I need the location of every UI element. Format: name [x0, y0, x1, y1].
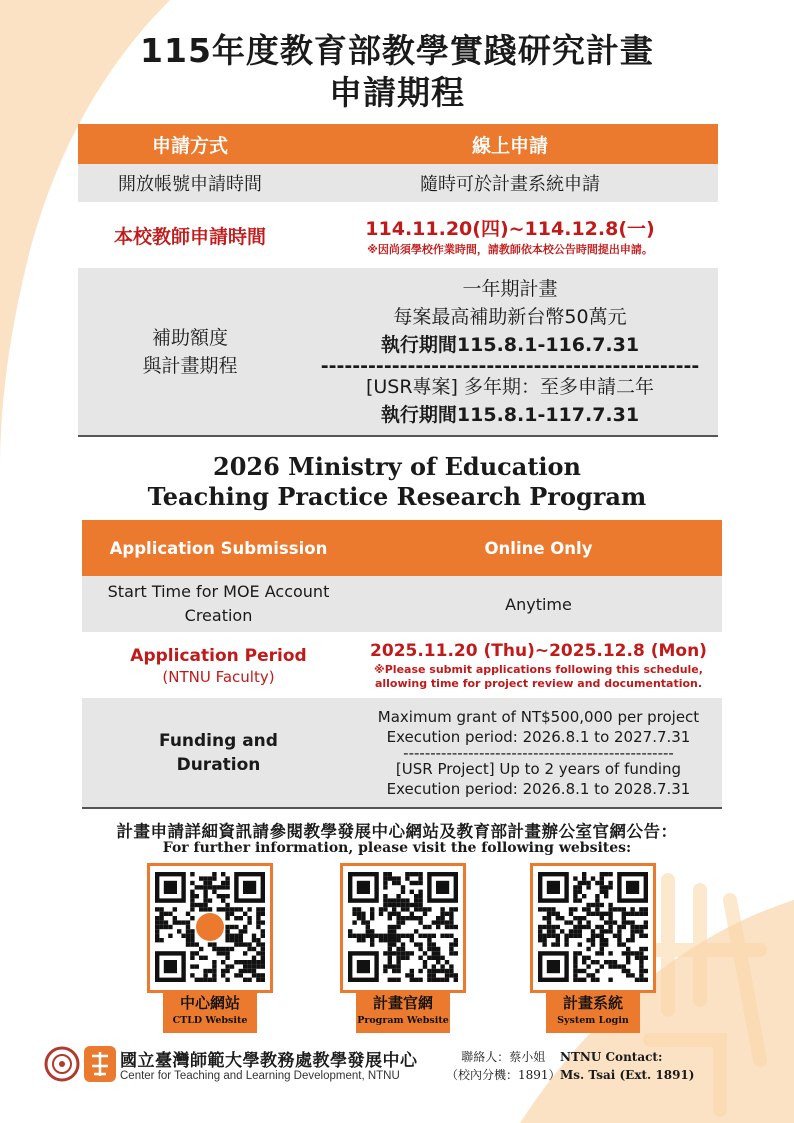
school-deadline-cell: [302, 202, 718, 268]
table-row: [82, 576, 722, 632]
qr-label-program[interactable]: 計畫官網 Program Website: [356, 990, 450, 1033]
qr-label-ctld[interactable]: 中心網站 CTLD Website: [163, 990, 257, 1033]
table-row: [78, 202, 718, 268]
table-row: [82, 698, 722, 808]
school-deadline-value: 114.11.20(四)~114.12.8(一): [365, 217, 655, 240]
school-deadline-note: ※因尚須學校作業時間，請教師依本校公告時間提出申請。: [367, 242, 653, 256]
table-row: [82, 632, 722, 698]
qr-code-program[interactable]: [340, 863, 466, 993]
schedule-table-zh: [78, 124, 718, 437]
qr-code-ctld[interactable]: [147, 863, 273, 993]
contact-en: NTNU Contact: Ms. Tsai (Ext. 1891): [560, 1050, 695, 1082]
header-submission-label: Application Submission: [82, 520, 355, 576]
page-title-en: 2026 Ministry of Education Teaching Practice Research Program: [147, 452, 647, 511]
header-method-value: 線上申請: [302, 124, 718, 164]
contact-zh: 聯絡人：蔡小姐 （校內分機：1891）: [446, 1050, 561, 1082]
header-submission-value: Online Only: [355, 520, 722, 576]
table-header-row: [82, 520, 722, 576]
application-period-cell: 2025.11.20 (Thu)~2025.12.8 (Mon) ※Please submit applications following this schedule, allowing time for project review and documentation.: [355, 632, 722, 698]
table-row: [78, 164, 718, 202]
funding-duration-details: Maximum grant of NT$500,000 per project Execution period: 2026.8.1 to 2027.7.31 -------------------------------------------------- [USR Project] Up to 2 years of funding Execution period: 2026.8.1 to 2028.7.31: [355, 698, 722, 808]
header-method-label: 申請方式: [78, 124, 302, 164]
schedule-table-en: [82, 520, 722, 809]
account-value: 隨時可於計畫系統申請: [302, 164, 718, 202]
funding-details: 一年期計畫 每案最高補助新台幣50萬元 執行期間115.8.1-116.7.31 ------------------------------------------------ [USR專案] 多年期：至多申請二年 執行期間115.8.1-117.7.31: [302, 268, 718, 436]
ntnu-seal-logo: [44, 1046, 80, 1082]
table-row: [78, 268, 718, 436]
application-period-value: 2025.11.20 (Thu)~2025.12.8 (Mon): [370, 641, 707, 661]
qr-code-icon: [347, 870, 459, 986]
footer-org-zh: 國立臺灣師範大學教務處教學發展中心: [120, 1051, 418, 1071]
page-title-zh: 115年度教育部教學實踐研究計畫 申請期程: [140, 31, 654, 112]
info-text-en: For further information, please visit the following websites:: [162, 840, 632, 856]
ctld-logo: [82, 1044, 118, 1084]
qr-code-icon: [154, 870, 266, 986]
qr-label-system[interactable]: 計畫系統 System Login: [546, 990, 640, 1033]
qr-code-icon: [537, 870, 649, 986]
footer-org-en: Center for Teaching and Learning Development, NTNU: [120, 1070, 400, 1082]
application-period-label: Application Period (NTNU Faculty): [82, 632, 355, 698]
funding-duration-label: Funding and Duration: [82, 698, 355, 808]
funding-label: 補助額度 與計畫期程: [78, 268, 302, 436]
school-deadline-label: 本校教師申請時間: [78, 202, 302, 268]
table-header-row: [78, 124, 718, 164]
qr-code-system[interactable]: [530, 863, 656, 993]
account-creation-label: Start Time for MOE Account Creation: [82, 576, 355, 632]
account-creation-value: Anytime: [355, 576, 722, 632]
info-text-zh: 計畫申請詳細資訊請參閱教學發展中心網站及教育部計畫辦公室官網公告：: [116, 822, 678, 841]
account-label: 開放帳號申請時間: [78, 164, 302, 202]
